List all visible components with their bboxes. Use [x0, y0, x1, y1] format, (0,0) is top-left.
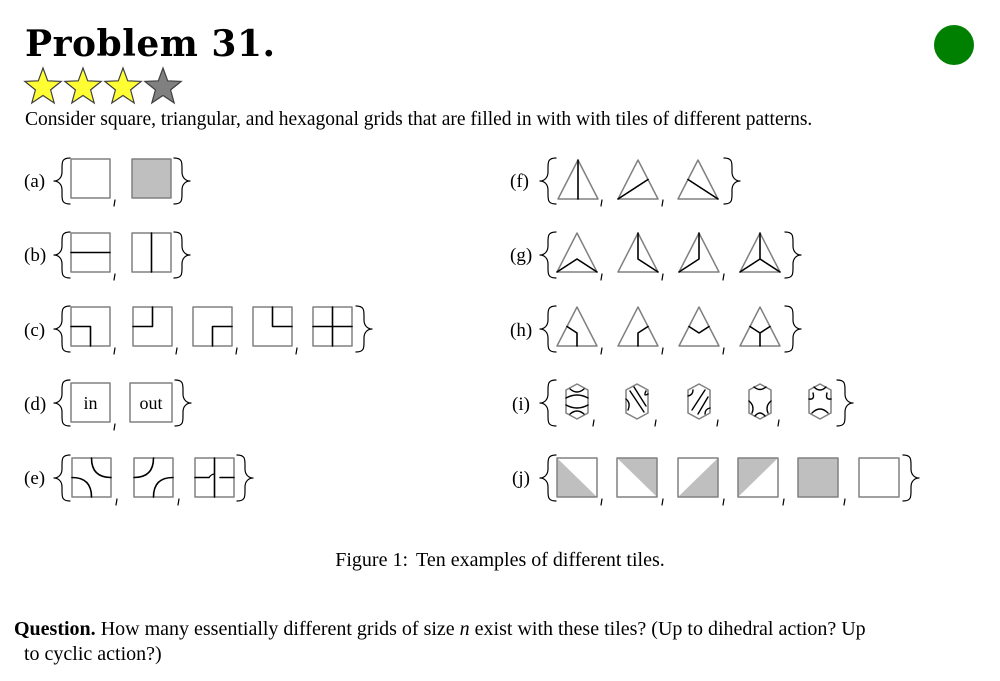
comma	[717, 420, 718, 426]
tile-set-f	[540, 158, 740, 206]
tile-set-label-g: (g)	[510, 245, 533, 266]
tile-set-label-a: (a)	[24, 171, 46, 192]
right-brace	[785, 306, 801, 352]
comma	[601, 200, 602, 206]
right-brace	[174, 158, 190, 204]
tile-set-d	[54, 380, 191, 430]
comma	[723, 274, 724, 280]
left-brace	[54, 306, 70, 352]
left-brace	[540, 455, 556, 501]
question-line-2: to cyclic action?)	[24, 643, 162, 665]
tile-hexagon-i3	[688, 384, 710, 419]
comma	[662, 499, 663, 505]
comma	[662, 274, 663, 280]
right-brace	[837, 380, 853, 426]
right-brace	[724, 158, 740, 204]
question-line-1: How many essentially different grids of size n exist with these tiles? (Up to dihedral action? Up	[100, 618, 866, 640]
problem-intro: Consider square, triangular, and hexagonal grids that are filled in with with tiles of different patterns.	[25, 109, 813, 130]
tile-set-label-f: (f)	[510, 171, 529, 192]
left-brace	[54, 232, 70, 278]
left-brace	[540, 232, 556, 278]
tile-triangle-f2	[618, 160, 658, 199]
comma	[601, 274, 602, 280]
right-brace	[785, 232, 801, 278]
comma	[236, 348, 237, 354]
tile-set-label-h: (h)	[510, 320, 533, 341]
comma	[116, 499, 117, 505]
left-brace	[54, 380, 70, 426]
tile-set-j	[540, 455, 919, 505]
tile-set-label-c: (c)	[24, 320, 46, 341]
comma	[723, 348, 724, 354]
tile-set-g	[540, 232, 801, 280]
tile-set-label-i: (i)	[512, 394, 530, 415]
tile-set-i	[540, 380, 853, 426]
left-brace	[54, 158, 70, 204]
comma	[655, 420, 656, 426]
comma	[601, 348, 602, 354]
question-block	[14, 617, 986, 667]
right-brace	[174, 232, 190, 278]
comma	[114, 200, 115, 206]
tile-triangle-g1	[557, 233, 597, 272]
left-brace	[540, 158, 556, 204]
left-brace	[540, 380, 556, 426]
comma	[783, 499, 784, 505]
tile-set-label-b: (b)	[24, 245, 47, 266]
tile-hexagon-i1	[566, 384, 588, 419]
tile-set-e	[54, 455, 253, 505]
caption-prefix: Figure 1:	[335, 549, 409, 571]
tile-square-filled	[132, 159, 171, 198]
comma	[114, 274, 115, 280]
tile-set-h	[540, 306, 801, 354]
tile-set-label-d: (d)	[24, 394, 47, 415]
right-brace	[903, 455, 919, 501]
comma	[114, 348, 115, 354]
comma	[114, 424, 115, 430]
right-brace	[356, 306, 372, 352]
tile-text-out: out	[139, 393, 163, 413]
tile-text-in: in	[83, 393, 98, 413]
comma	[176, 348, 177, 354]
right-brace	[237, 455, 253, 501]
tile-square-blank	[859, 458, 899, 497]
right-brace	[175, 380, 191, 426]
comma	[662, 348, 663, 354]
figure-caption	[0, 548, 1000, 572]
comma	[778, 420, 779, 426]
tile-set-label-e: (e)	[24, 468, 46, 489]
comma	[844, 499, 845, 505]
tile-triangle-f3	[678, 160, 718, 199]
comma	[593, 420, 594, 426]
tile-set-label-j: (j)	[512, 468, 530, 489]
comma	[662, 200, 663, 206]
tile-square-empty	[71, 159, 110, 198]
comma	[296, 348, 297, 354]
problem-title: Problem 31.	[25, 23, 276, 65]
tile-set-b	[54, 232, 190, 280]
tile-set-a	[54, 158, 190, 206]
left-brace	[54, 455, 70, 501]
question-heading: Question.	[14, 618, 96, 640]
left-brace	[540, 306, 556, 352]
caption-text: Ten examples of different tiles.	[416, 549, 665, 571]
tile-square-full	[798, 458, 838, 497]
comma	[178, 499, 179, 505]
tile-set-c	[54, 306, 372, 354]
tile-hexagon-i5	[809, 384, 831, 419]
comma	[723, 499, 724, 505]
comma	[601, 499, 602, 505]
tile-triangle-h3	[679, 307, 719, 346]
